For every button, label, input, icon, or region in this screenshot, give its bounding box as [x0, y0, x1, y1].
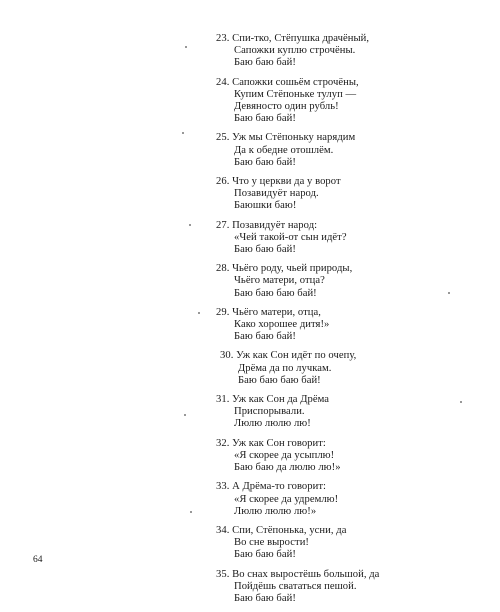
- stanza-number: 29.: [216, 306, 230, 318]
- stanza-31: [216, 394, 486, 431]
- stanza-line: Дрёма да по лучкам.: [238, 362, 332, 374]
- stanza-number: 31.: [216, 394, 230, 406]
- stanza-line: Баю баю баю бай!: [238, 374, 321, 386]
- stanza-line: Девяносто один рубль!: [234, 101, 339, 113]
- stanza-number: 25.: [216, 132, 230, 144]
- stanza-line: Баю баю бай!: [234, 113, 296, 125]
- stanza-29: [216, 307, 486, 344]
- stanza-line: [216, 77, 486, 89]
- stanza-line: «Я скорее да удремлю!: [234, 493, 339, 505]
- verse-text: Чьёго роду, чьей природы,: [232, 263, 353, 275]
- stanza-28: [216, 263, 486, 300]
- stanza-number: 27.: [216, 219, 230, 231]
- stanza-line: Да к обедне отошлём.: [234, 144, 334, 156]
- stanza-line: Люлю люлю лю!»: [234, 505, 317, 517]
- verse-text: Уж как Сон да Дрёма: [232, 394, 330, 406]
- stanza-line: Баю баю бай!: [234, 549, 296, 561]
- scan-speck: [448, 292, 450, 294]
- stanza-line: [216, 263, 486, 275]
- stanza-number: 23.: [216, 33, 230, 44]
- stanza-line: Чьёго матери, отца?: [234, 275, 325, 287]
- stanza-32: [216, 438, 486, 475]
- stanza-line: [216, 132, 486, 144]
- verse-text: Сапожки сошьём строчёны,: [232, 76, 359, 88]
- verse-text: Что у церкви да у ворот: [232, 176, 341, 188]
- stanza-line: Во сне вырости!: [234, 537, 309, 549]
- stanza-34: [216, 525, 486, 562]
- stanza-line: Како хорошее дитя!»: [234, 319, 330, 331]
- stanza-line: Баю баю бай!: [234, 592, 296, 604]
- verse-text: Уж мы Стёпоньку нарядим: [232, 132, 356, 144]
- stanza-number: 32.: [216, 437, 230, 449]
- stanza-27: [216, 220, 486, 257]
- stanza-30: [216, 350, 486, 387]
- stanza-number: 30.: [220, 350, 234, 362]
- scan-speck: [190, 511, 192, 513]
- stanza-26: [216, 176, 486, 213]
- stanza-line: Баю баю бай!: [234, 156, 296, 168]
- stanza-line: [216, 176, 486, 188]
- stanza-line: [216, 438, 486, 450]
- stanza-24: [216, 77, 486, 126]
- stanza-23: [216, 33, 486, 70]
- stanza-line: [216, 33, 486, 45]
- stanza-line: [216, 481, 486, 493]
- scan-speck: [189, 224, 191, 226]
- stanza-line: [220, 350, 486, 362]
- stanza-line: Баю баю бай!: [234, 57, 296, 69]
- stanza-line: Баю баю да люлю лю!»: [234, 462, 341, 474]
- stanza-line: [216, 220, 486, 232]
- stanza-number: 33.: [216, 481, 230, 493]
- stanza-number: 34.: [216, 524, 230, 536]
- stanza-25: [216, 132, 486, 169]
- stanza-line: Сапожки куплю строчёны.: [234, 45, 356, 57]
- scan-speck: [460, 401, 462, 403]
- stanza-line: «Чей такой-от сын идёт?: [234, 231, 347, 243]
- stanza-line: Баю баю баю бай!: [234, 287, 317, 299]
- stanza-line: [216, 525, 486, 537]
- stanza-line: Баю баю бай!: [234, 331, 296, 343]
- scan-speck: [185, 46, 187, 48]
- verse-text: Спи-тко, Стёпушка драчёный,: [232, 33, 370, 44]
- verse-text: Чьёго матери, отца,: [232, 306, 321, 318]
- verse-text: Уж как Сон говорит:: [232, 437, 326, 449]
- verse-text: Спи, Стёпонька, усни, да: [232, 524, 347, 536]
- stanza-number: 28.: [216, 263, 230, 275]
- stanza-number: 24.: [216, 76, 230, 88]
- stanza-line: Купим Стёпоньке тулуп —: [234, 88, 357, 100]
- verse-text: Уж как Сон идёт по очепу,: [236, 350, 357, 362]
- verse-text: Позавидуёт народ:: [232, 219, 318, 231]
- stanza-line: Пойдёшь свататься пешой.: [234, 580, 357, 592]
- stanza-33: [216, 481, 486, 518]
- stanza-line: [216, 307, 486, 319]
- verse-text: Во снах выростёшь большой, да: [232, 568, 380, 580]
- stanza-line: Люлю люлю лю!: [234, 418, 311, 430]
- stanza-number: 35.: [216, 568, 230, 580]
- stanza-line: Приспорывали.: [234, 406, 305, 418]
- stanza-number: 26.: [216, 176, 230, 188]
- verse-text: А Дрёма-то говорит:: [232, 481, 327, 493]
- scan-speck: [184, 414, 186, 416]
- scan-speck: [182, 132, 184, 134]
- stanza-line: [216, 569, 486, 581]
- stanza-line: Позавидуёт народ.: [234, 188, 319, 200]
- stanza-line: Баю баю бай!: [234, 244, 296, 256]
- stanza-line: [216, 394, 486, 406]
- stanza-line: Баюшки баю!: [234, 200, 297, 212]
- stanza-line: «Я скорее да усыплю!: [234, 449, 335, 461]
- scan-speck: [198, 312, 200, 314]
- poem-stanzas: [216, 33, 486, 612]
- page-number: 64: [33, 555, 43, 565]
